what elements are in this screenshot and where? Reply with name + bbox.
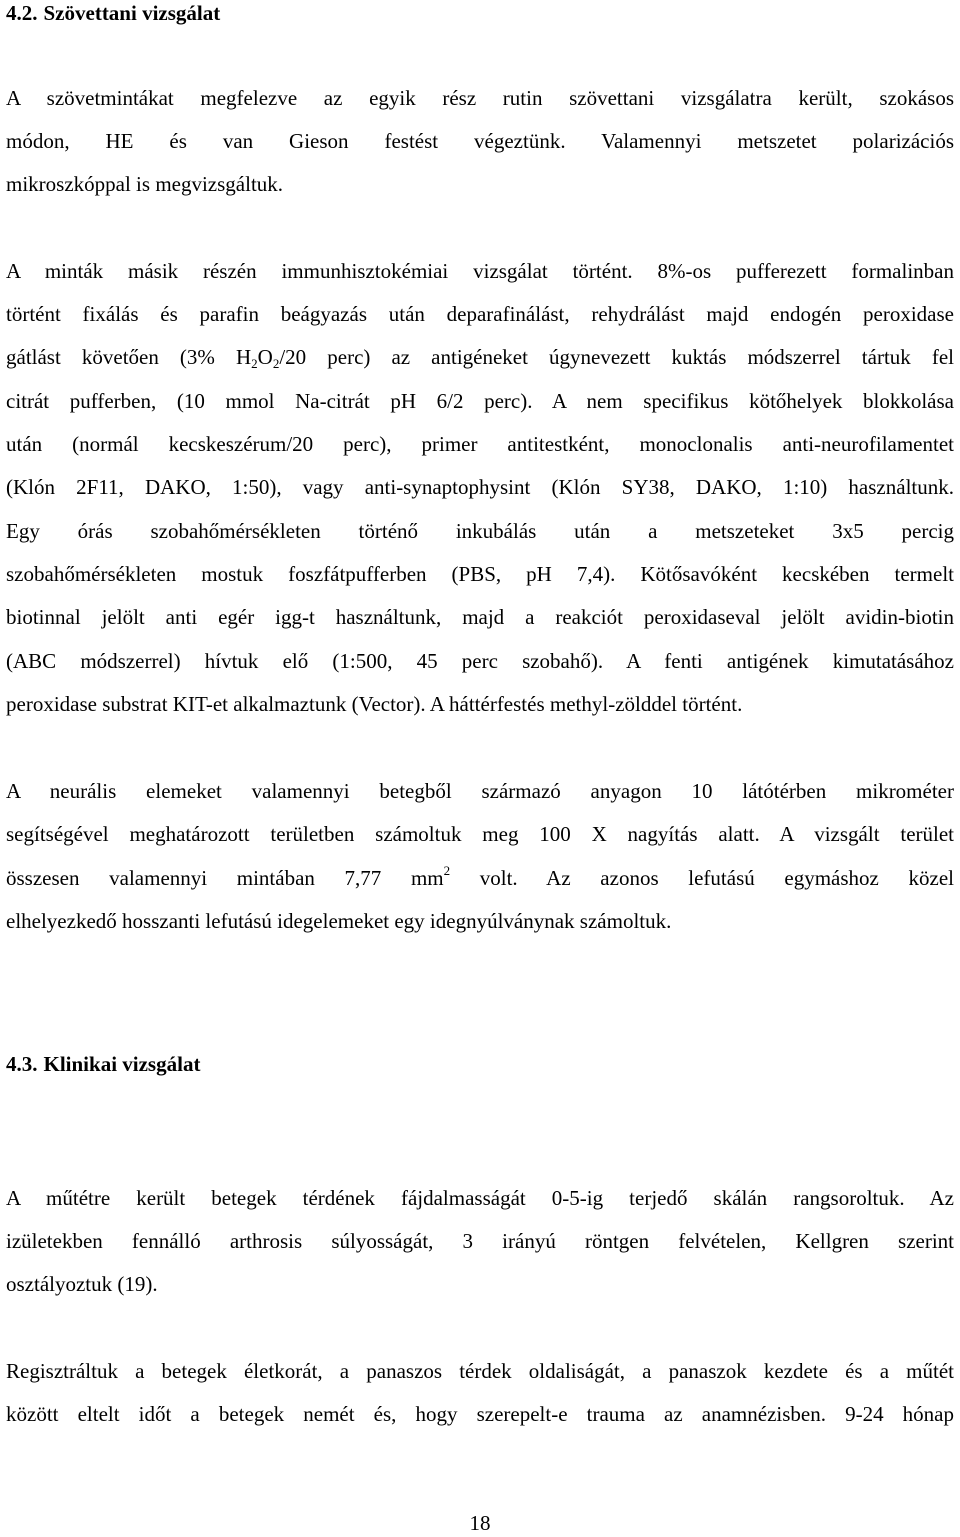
text-line: A szövetmintákat megfelezve az egyik rész rutin szövettani vizsgálatra került, szokásos [6, 86, 954, 110]
section-number: 4.3. [6, 1052, 38, 1076]
subscript: 2 [272, 356, 280, 371]
text-line: elhelyezkedő hosszanti lefutású idegelemeket egy idegnyúlványnak számoltuk. [6, 909, 672, 933]
text-line-formula [6, 342, 954, 372]
text-line: biotinnal jelölt anti egér igg-t használtunk, majd a reakciót peroxidaseval jelölt avidin-biotin [6, 605, 954, 629]
section-title: Klinikai vizsgálat [43, 1052, 201, 1076]
text-line: között eltelt időt a betegek nemét és, hogy szerepelt-e trauma az anamnézisben. 9-24 hónap [6, 1402, 954, 1426]
text-line: A minták másik részén immunhisztokémiai vizsgálat történt. 8%-os pufferezett formalinban [6, 259, 954, 283]
text-line: (ABC módszerrel) hívtuk elő (1:500, 45 perc szobahő). A fenti antigének kimutatásához [6, 649, 954, 673]
subscript: 2 [251, 356, 258, 371]
text-line: A neurális elemeket valamennyi betegből származó anyagon 10 látótérben mikrométer [6, 779, 954, 803]
text-segment: /20 perc) az antigéneket úgynevezett kuktás módszerrel tártuk fel [279, 345, 955, 369]
text-line: módon, HE és van Gieson festést végeztünk. Valamennyi metszetet polarizációs [6, 129, 954, 153]
page-number: 18 [469, 1511, 491, 1535]
text-line: osztályoztuk (19). [6, 1272, 158, 1296]
text-segment: volt. Az azonos lefutású egymáshoz közel [450, 866, 954, 890]
text-line: A műtétre került betegek térdének fájdalmasságát 0-5-ig terjedő skálán rangsoroltuk. Az [6, 1186, 954, 1210]
text-line: segítségével meghatározott területben számoltuk meg 100 X nagyítás alatt. A vizsgált terület [6, 822, 954, 846]
text-line: (Klón 2F11, DAKO, 1:50), vagy anti-synaptophysint (Klón SY38, DAKO, 1:10) használtunk. [6, 475, 954, 499]
text-line: mikroszkóppal is megvizsgáltuk. [6, 172, 284, 196]
text-line: izületekben fennálló arthrosis súlyosságát, 3 irányú röntgen felvételen, Kellgren szerint [6, 1229, 954, 1253]
text-line: történt fixálás és parafin beágyazás után deparafinálást, rehydrálást majd endogén peroxidase [6, 302, 954, 326]
section-title: Szövettani vizsgálat [43, 1, 221, 25]
text-line: Regisztráltuk a betegek életkorát, a panaszos térdek oldaliságát, a panaszok kezdete és a műtét [6, 1359, 954, 1383]
text-line: Egy órás szobahőmérsékleten történő inkubálás után a metszeteket 3x5 percig [6, 519, 954, 543]
section-number: 4.2. [6, 1, 38, 25]
text-line: peroxidase substrat KIT-et alkalmaztunk (Vector). A háttérfestés methyl-zölddel történt. [6, 692, 743, 716]
section-heading-4-2 [6, 1, 220, 26]
text-segment: O [257, 345, 273, 369]
text-line: után (normál kecskeszérum/20 perc), primer antitestként, monoclonalis anti-neurofilamentet [6, 432, 954, 456]
superscript: 2 [443, 863, 451, 878]
text-line: szobahőmérsékleten mostuk foszfátpufferben (PBS, pH 7,4). Kötősavóként kecskében termelt [6, 562, 954, 586]
text-segment: összesen valamennyi mintában 7,77 mm [6, 866, 444, 890]
text-segment: gátlást követően (3% H [6, 345, 252, 369]
section-heading-4-3 [6, 1052, 200, 1077]
text-line: citrát pufferben, (10 mmol Na-citrát pH 6/2 perc). A nem specifikus kötőhelyek blokkolása [6, 389, 954, 413]
text-line-area [6, 863, 954, 893]
